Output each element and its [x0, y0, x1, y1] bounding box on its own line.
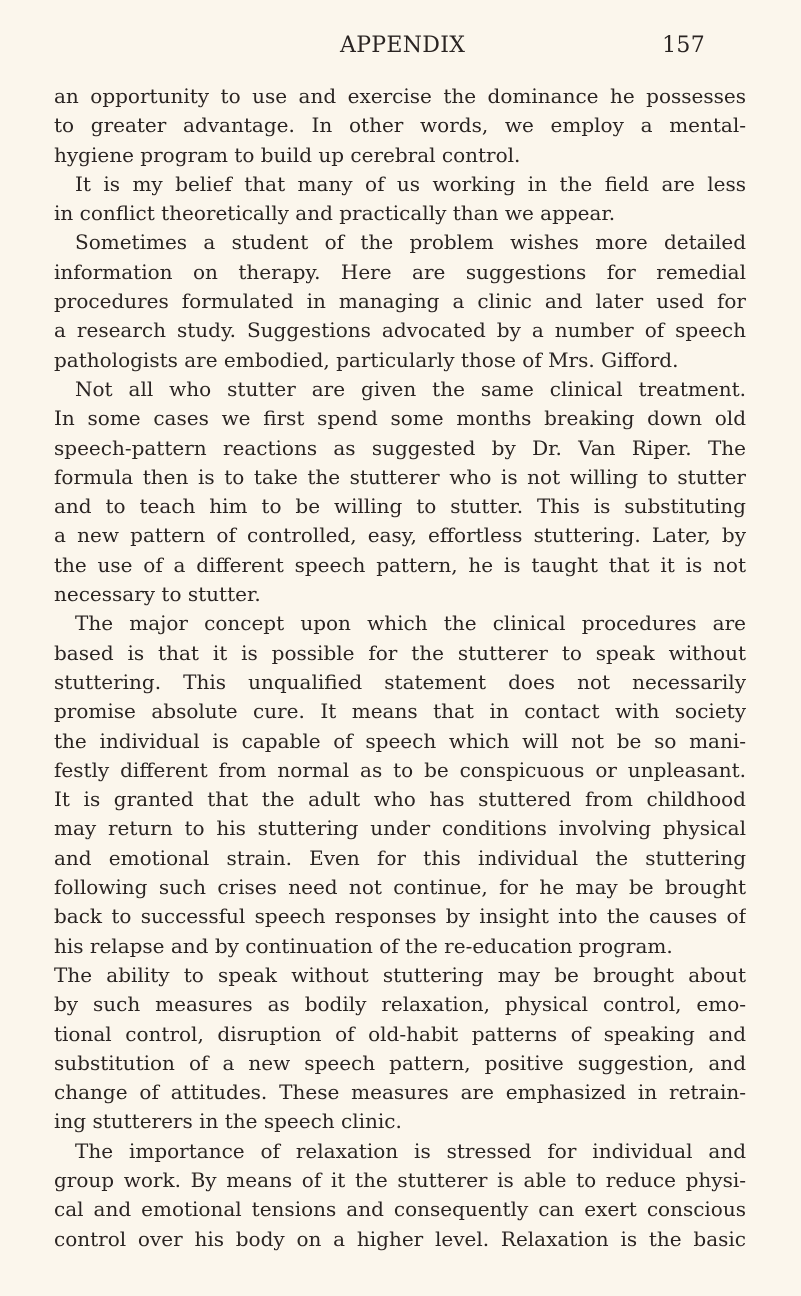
text-line: group work. By means of it the stutterer is able to reduce physi-: [54, 1167, 746, 1192]
text-line: information on therapy. Here are suggestions for remedial: [54, 259, 746, 284]
text-line: tional control, disruption of old-habit patterns of speaking and: [54, 1021, 746, 1046]
text-line: ing stutterers in the speech clinic.: [54, 1109, 402, 1134]
text-line: and emotional strain. Even for this individual the stuttering: [54, 845, 746, 870]
text-line: control over his body on a higher level. Relaxation is the basic: [54, 1226, 746, 1251]
text-line: In some cases we first spend some months breaking down old: [54, 406, 746, 431]
text-line: back to successful speech responses by insight into the causes of: [54, 904, 746, 929]
text-line: stuttering. This unqualified statement does not necessarily: [54, 669, 746, 694]
text-line: a research study. Suggestions advocated by a number of speech: [54, 318, 746, 343]
text-line: pathologists are embodied, particularly those of Mrs. Gifford.: [54, 347, 679, 372]
page-number: 157: [662, 33, 705, 58]
text-line: It is my belief that many of us working in the field are less: [75, 171, 746, 196]
text-line: hygiene program to build up cerebral control.: [54, 142, 521, 167]
page-header: [0, 33, 801, 63]
text-line: The importance of relaxation is stressed for individual and: [75, 1138, 746, 1163]
text-line: Sometimes a student of the problem wishes more detailed: [75, 230, 746, 255]
text-line: an opportunity to use and exercise the dominance he possesses: [54, 84, 746, 108]
text-line: promise absolute cure. It means that in contact with society: [54, 699, 746, 724]
text-line: his relapse and by continuation of the re-education program.: [54, 933, 673, 958]
text-line: based is that it is possible for the stutterer to speak without: [54, 640, 746, 665]
text-line: The ability to speak without stuttering may be brought about: [54, 962, 746, 987]
text-line: speech-pattern reactions as suggested by Dr. Van Riper. The: [54, 435, 746, 460]
text-line: substitution of a new speech pattern, positive suggestion, and: [54, 1050, 746, 1075]
text-line: the use of a different speech pattern, he is taught that it is not: [54, 552, 746, 577]
body-text: [54, 82, 746, 1254]
text-line: and to teach him to be willing to stutter. This is substituting: [54, 494, 746, 519]
text-line: in conflict theoretically and practically than we appear.: [54, 201, 616, 226]
text-line: Not all who stutter are given the same clinical treatment.: [75, 376, 746, 401]
text-line: The major concept upon which the clinical procedures are: [75, 611, 746, 636]
text-line: following such crises need not continue, for he may be brought: [54, 875, 746, 900]
text-line: procedures formulated in managing a clinic and later used for: [54, 289, 746, 314]
text-line: formula then is to take the stutterer who is not willing to stutter: [54, 464, 746, 489]
text-line: necessary to stutter.: [54, 582, 261, 607]
text-line: the individual is capable of speech which will not be so mani-: [54, 728, 746, 753]
text-line: change of attitudes. These measures are emphasized in retrain-: [54, 1080, 746, 1105]
text-line: It is granted that the adult who has stuttered from childhood: [54, 787, 746, 812]
text-line: to greater advantage. In other words, we employ a mental-: [54, 113, 746, 138]
text-line: a new pattern of controlled, easy, effortless stuttering. Later, by: [54, 523, 746, 548]
text-line: may return to his stuttering under conditions involving physical: [54, 816, 746, 841]
text-line: by such measures as bodily relaxation, physical control, emo-: [54, 992, 746, 1017]
running-head: APPENDIX: [340, 33, 466, 58]
text-line: festly different from normal as to be conspicuous or unpleasant.: [54, 757, 746, 782]
text-line: cal and emotional tensions and consequently can exert conscious: [54, 1197, 746, 1222]
